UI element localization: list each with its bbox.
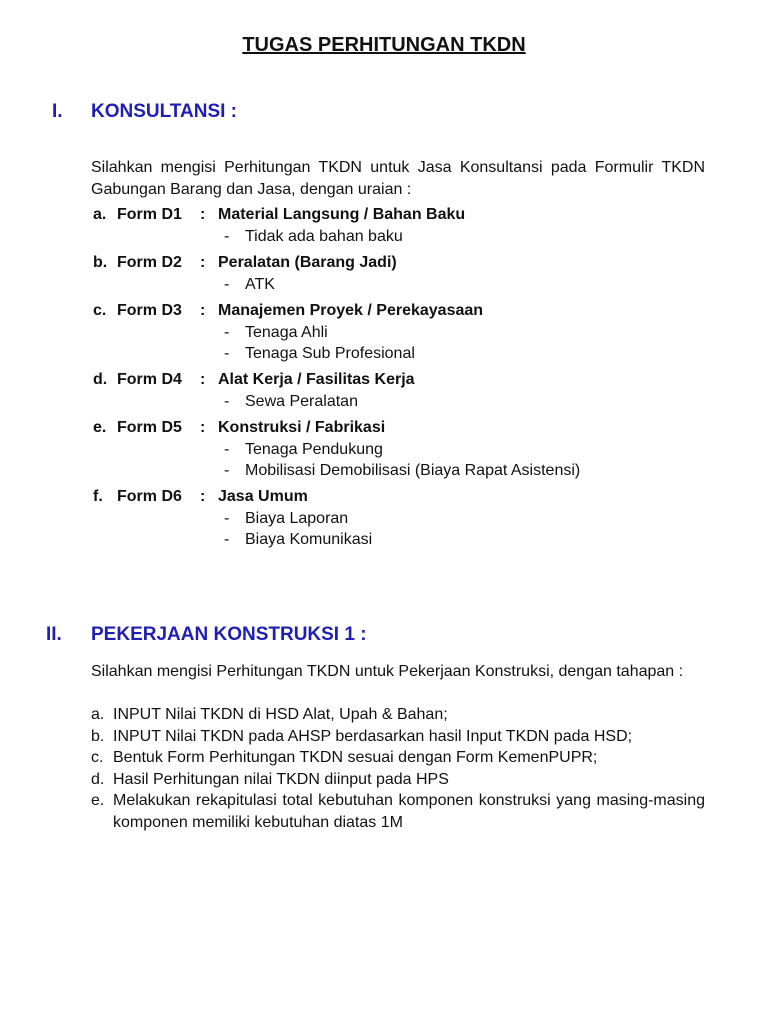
- dash-bullet: -: [224, 531, 230, 548]
- section-1-intro: Silahkan mengisi Perhitungan TKDN untuk Jasa Konsultansi pada Formulir TKDN Gabungan Barang dan Jasa, dengan uraian :: [91, 159, 705, 198]
- form-letter: b.: [93, 254, 108, 271]
- step-item: [91, 726, 705, 748]
- section-2-title: PEKERJAAN KONSTRUKSI 1 :: [91, 624, 367, 645]
- form-sub-item-text: Biaya Laporan: [245, 510, 349, 527]
- dash-bullet: -: [224, 345, 230, 362]
- form-label: Form D3: [117, 302, 182, 319]
- step-letter: d.: [91, 770, 105, 788]
- form-label: Form D4: [117, 371, 182, 388]
- form-row: [93, 252, 693, 274]
- form-letter: e.: [93, 419, 107, 436]
- dash-bullet: -: [224, 441, 230, 458]
- form-colon: :: [200, 254, 206, 271]
- form-category: Peralatan (Barang Jadi): [218, 254, 397, 271]
- form-item: [93, 486, 693, 550]
- form-letter: d.: [93, 371, 108, 388]
- form-letter: f.: [93, 488, 103, 505]
- form-sub-item-text: Sewa Peralatan: [245, 393, 358, 410]
- form-sub-item: [93, 439, 693, 460]
- form-sub-item-text: Tenaga Sub Profesional: [245, 345, 415, 362]
- form-sub-item-text: Biaya Komunikasi: [245, 531, 373, 548]
- step-item: [91, 704, 705, 726]
- form-sub-item: [93, 226, 693, 247]
- form-row: [93, 369, 693, 391]
- form-label: Form D1: [117, 206, 182, 223]
- form-sub-item: [93, 343, 693, 364]
- form-item: [93, 369, 693, 412]
- step-letter: e.: [91, 792, 105, 809]
- form-sub-item-text: Mobilisasi Demobilisasi (Biaya Rapat Asistensi): [245, 462, 581, 479]
- section-2-number: II.: [46, 624, 62, 645]
- form-row: [93, 204, 693, 226]
- form-label: Form D2: [117, 254, 182, 271]
- form-sub-item-text: Tidak ada bahan baku: [245, 228, 403, 245]
- section-1-title: KONSULTANSI :: [91, 101, 238, 122]
- section-1-number: I.: [52, 101, 63, 122]
- form-row: [93, 417, 693, 439]
- form-colon: :: [200, 488, 206, 505]
- step-text: INPUT Nilai TKDN pada AHSP berdasarkan hasil Input TKDN pada HSD;: [113, 727, 633, 745]
- step-text: INPUT Nilai TKDN di HSD Alat, Upah & Bahan;: [113, 706, 448, 723]
- step-text: Hasil Perhitungan nilai TKDN diinput pada HPS: [113, 770, 449, 788]
- step-item: [91, 769, 705, 791]
- step-letter: c.: [91, 749, 104, 766]
- form-category: Konstruksi / Fabrikasi: [218, 419, 386, 436]
- form-letter: c.: [93, 302, 107, 319]
- form-sub-item: [93, 529, 693, 550]
- form-item: [93, 300, 693, 364]
- document-title: TUGAS PERHITUNGAN TKDN: [242, 34, 526, 56]
- form-colon: :: [200, 206, 206, 223]
- step-item: [91, 790, 705, 833]
- section-2-intro: Silahkan mengisi Perhitungan TKDN untuk Pekerjaan Konstruksi, dengan tahapan :: [91, 663, 684, 680]
- form-sub-item: [93, 508, 693, 529]
- step-letter: a.: [91, 706, 105, 723]
- step-text: Bentuk Form Perhitungan TKDN sesuai dengan Form KemenPUPR;: [113, 749, 598, 766]
- form-category: Alat Kerja / Fasilitas Kerja: [218, 371, 415, 388]
- dash-bullet: -: [224, 228, 230, 245]
- dash-bullet: -: [224, 462, 230, 479]
- step-list: [91, 704, 705, 833]
- form-colon: :: [200, 371, 206, 388]
- form-sub-item: [93, 322, 693, 343]
- form-row: [93, 486, 693, 508]
- form-sub-item: [93, 274, 693, 295]
- form-list: [93, 204, 693, 555]
- form-label: Form D6: [117, 488, 182, 505]
- step-letter: b.: [91, 727, 105, 745]
- dash-bullet: -: [224, 324, 230, 341]
- form-item: [93, 417, 693, 481]
- dash-bullet: -: [224, 393, 230, 410]
- form-sub-item: [93, 460, 693, 481]
- form-category: Material Langsung / Bahan Baku: [218, 206, 466, 223]
- form-category: Jasa Umum: [218, 488, 308, 505]
- form-sub-item: [93, 391, 693, 412]
- form-row: [93, 300, 693, 322]
- form-letter: a.: [93, 206, 107, 223]
- step-text: Melakukan rekapitulasi total kebutuhan komponen konstruksi yang masing-masing komponen memiliki kebutuhan diatas 1M: [113, 792, 705, 831]
- form-sub-item-text: Tenaga Pendukung: [245, 441, 383, 458]
- form-item: [93, 252, 693, 295]
- form-category: Manajemen Proyek / Perekayasaan: [218, 302, 484, 319]
- dash-bullet: -: [224, 276, 230, 293]
- dash-bullet: -: [224, 510, 230, 527]
- step-item: [91, 747, 705, 769]
- form-sub-item-text: Tenaga Ahli: [245, 324, 328, 341]
- form-colon: :: [200, 419, 206, 436]
- form-sub-item-text: ATK: [245, 276, 275, 293]
- form-item: [93, 204, 693, 247]
- form-label: Form D5: [117, 419, 182, 436]
- form-colon: :: [200, 302, 206, 319]
